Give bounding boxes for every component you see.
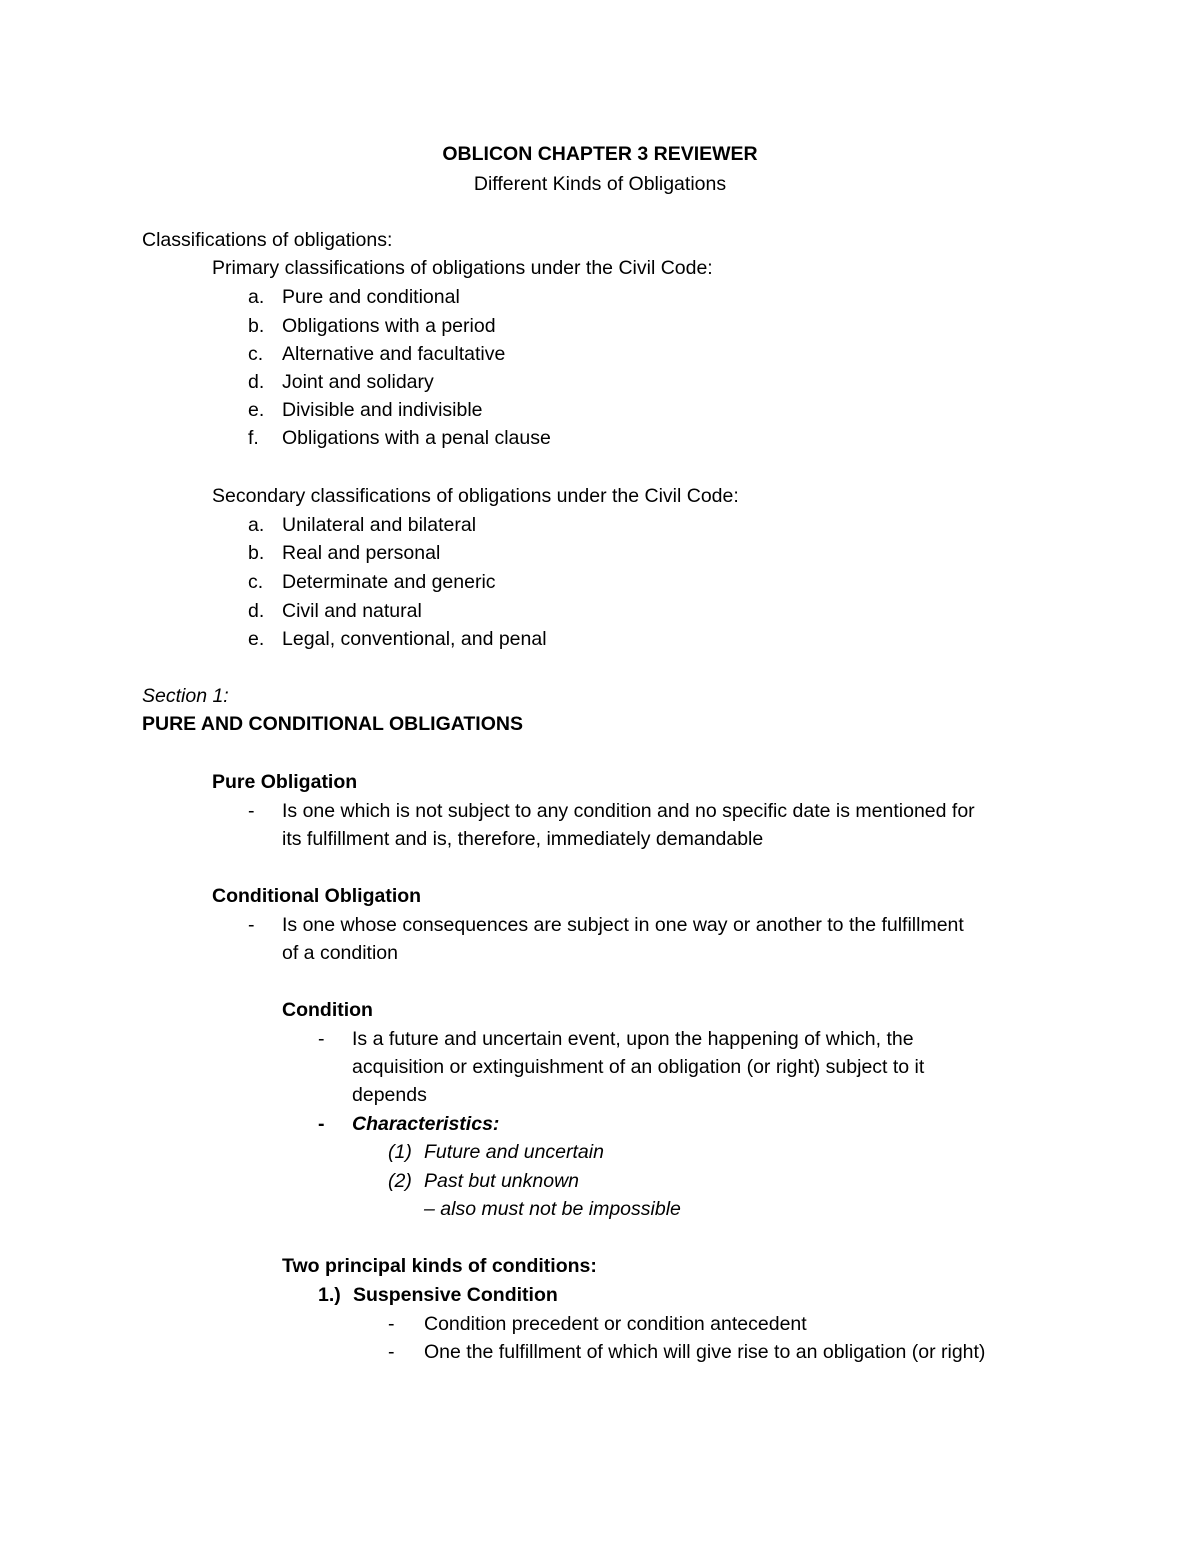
list-marker: e. — [248, 628, 265, 650]
suspensive-condition-title: Suspensive Condition — [353, 1284, 558, 1306]
condition-line: Is a future and uncertain event, upon the happening of which, the — [352, 1028, 914, 1050]
condition-line: depends — [352, 1084, 427, 1106]
list-marker: a. — [248, 286, 265, 308]
characteristics-note: – also must not be impossible — [424, 1198, 681, 1220]
section-label: Section 1: — [142, 685, 229, 707]
classifications-heading: Classifications of obligations: — [142, 229, 393, 251]
primary-heading: Primary classifications of obligations under the Civil Code: — [212, 257, 713, 279]
characteristics-label: Characteristics: — [352, 1113, 500, 1135]
kinds-heading: Two principal kinds of conditions: — [282, 1255, 597, 1277]
document-subtitle: Different Kinds of Obligations — [473, 173, 727, 195]
list-marker: d. — [248, 600, 265, 622]
list-marker: b. — [248, 542, 265, 564]
list-marker: b. — [248, 315, 265, 337]
list-item-text: Legal, conventional, and penal — [282, 628, 547, 650]
list-marker: c. — [248, 343, 264, 365]
condition-heading: Condition — [282, 999, 373, 1021]
section-title: PURE AND CONDITIONAL OBLIGATIONS — [142, 713, 523, 735]
bullet-dash: - — [318, 1028, 325, 1050]
pure-obligation-line: its fulfillment and is, therefore, immediately demandable — [282, 828, 764, 850]
list-marker: f. — [248, 427, 259, 449]
list-item-text: Past but unknown — [424, 1170, 580, 1192]
list-marker: a. — [248, 514, 265, 536]
list-item-text: Pure and conditional — [282, 286, 460, 308]
list-marker: e. — [248, 399, 265, 421]
suspensive-bullet: One the fulfillment of which will give rise to an obligation (or right) — [424, 1341, 986, 1363]
bullet-dash: - — [248, 914, 255, 936]
list-item-text: Joint and solidary — [282, 371, 434, 393]
document-title: OBLICON CHAPTER 3 REVIEWER — [442, 143, 758, 165]
bullet-dash: - — [248, 800, 255, 822]
list-marker: (2) — [388, 1170, 412, 1192]
bullet-dash: - — [318, 1113, 325, 1135]
list-item-text: Divisible and indivisible — [282, 399, 483, 421]
list-item-text: Civil and natural — [282, 600, 422, 622]
conditional-obligation-line: of a condition — [282, 942, 399, 964]
conditional-obligation-heading: Conditional Obligation — [212, 885, 422, 907]
list-item-text: Future and uncertain — [424, 1141, 604, 1163]
list-item-text: Alternative and facultative — [282, 343, 506, 365]
conditional-obligation-line: Is one whose consequences are subject in one way or another to the fulfillment — [282, 914, 964, 936]
condition-line: acquisition or extinguishment of an obligation (or right) subject to it — [352, 1056, 925, 1078]
list-marker: c. — [248, 571, 264, 593]
list-item-text: Unilateral and bilateral — [282, 514, 477, 536]
list-item-text: Determinate and generic — [282, 571, 496, 593]
list-item-text: Real and personal — [282, 542, 441, 564]
list-marker: d. — [248, 371, 265, 393]
suspensive-bullet: Condition precedent or condition antecedent — [424, 1313, 807, 1335]
list-item-text: Obligations with a period — [282, 315, 496, 337]
list-marker: (1) — [388, 1141, 412, 1163]
bullet-dash: - — [388, 1313, 395, 1335]
pure-obligation-heading: Pure Obligation — [212, 771, 358, 793]
pure-obligation-line: Is one which is not subject to any condition and no specific date is mentioned for — [282, 800, 975, 822]
secondary-heading: Secondary classifications of obligations under the Civil Code: — [212, 485, 739, 507]
bullet-dash: - — [388, 1341, 395, 1363]
list-item-text: Obligations with a penal clause — [282, 427, 551, 449]
list-marker: 1.) — [318, 1284, 341, 1306]
